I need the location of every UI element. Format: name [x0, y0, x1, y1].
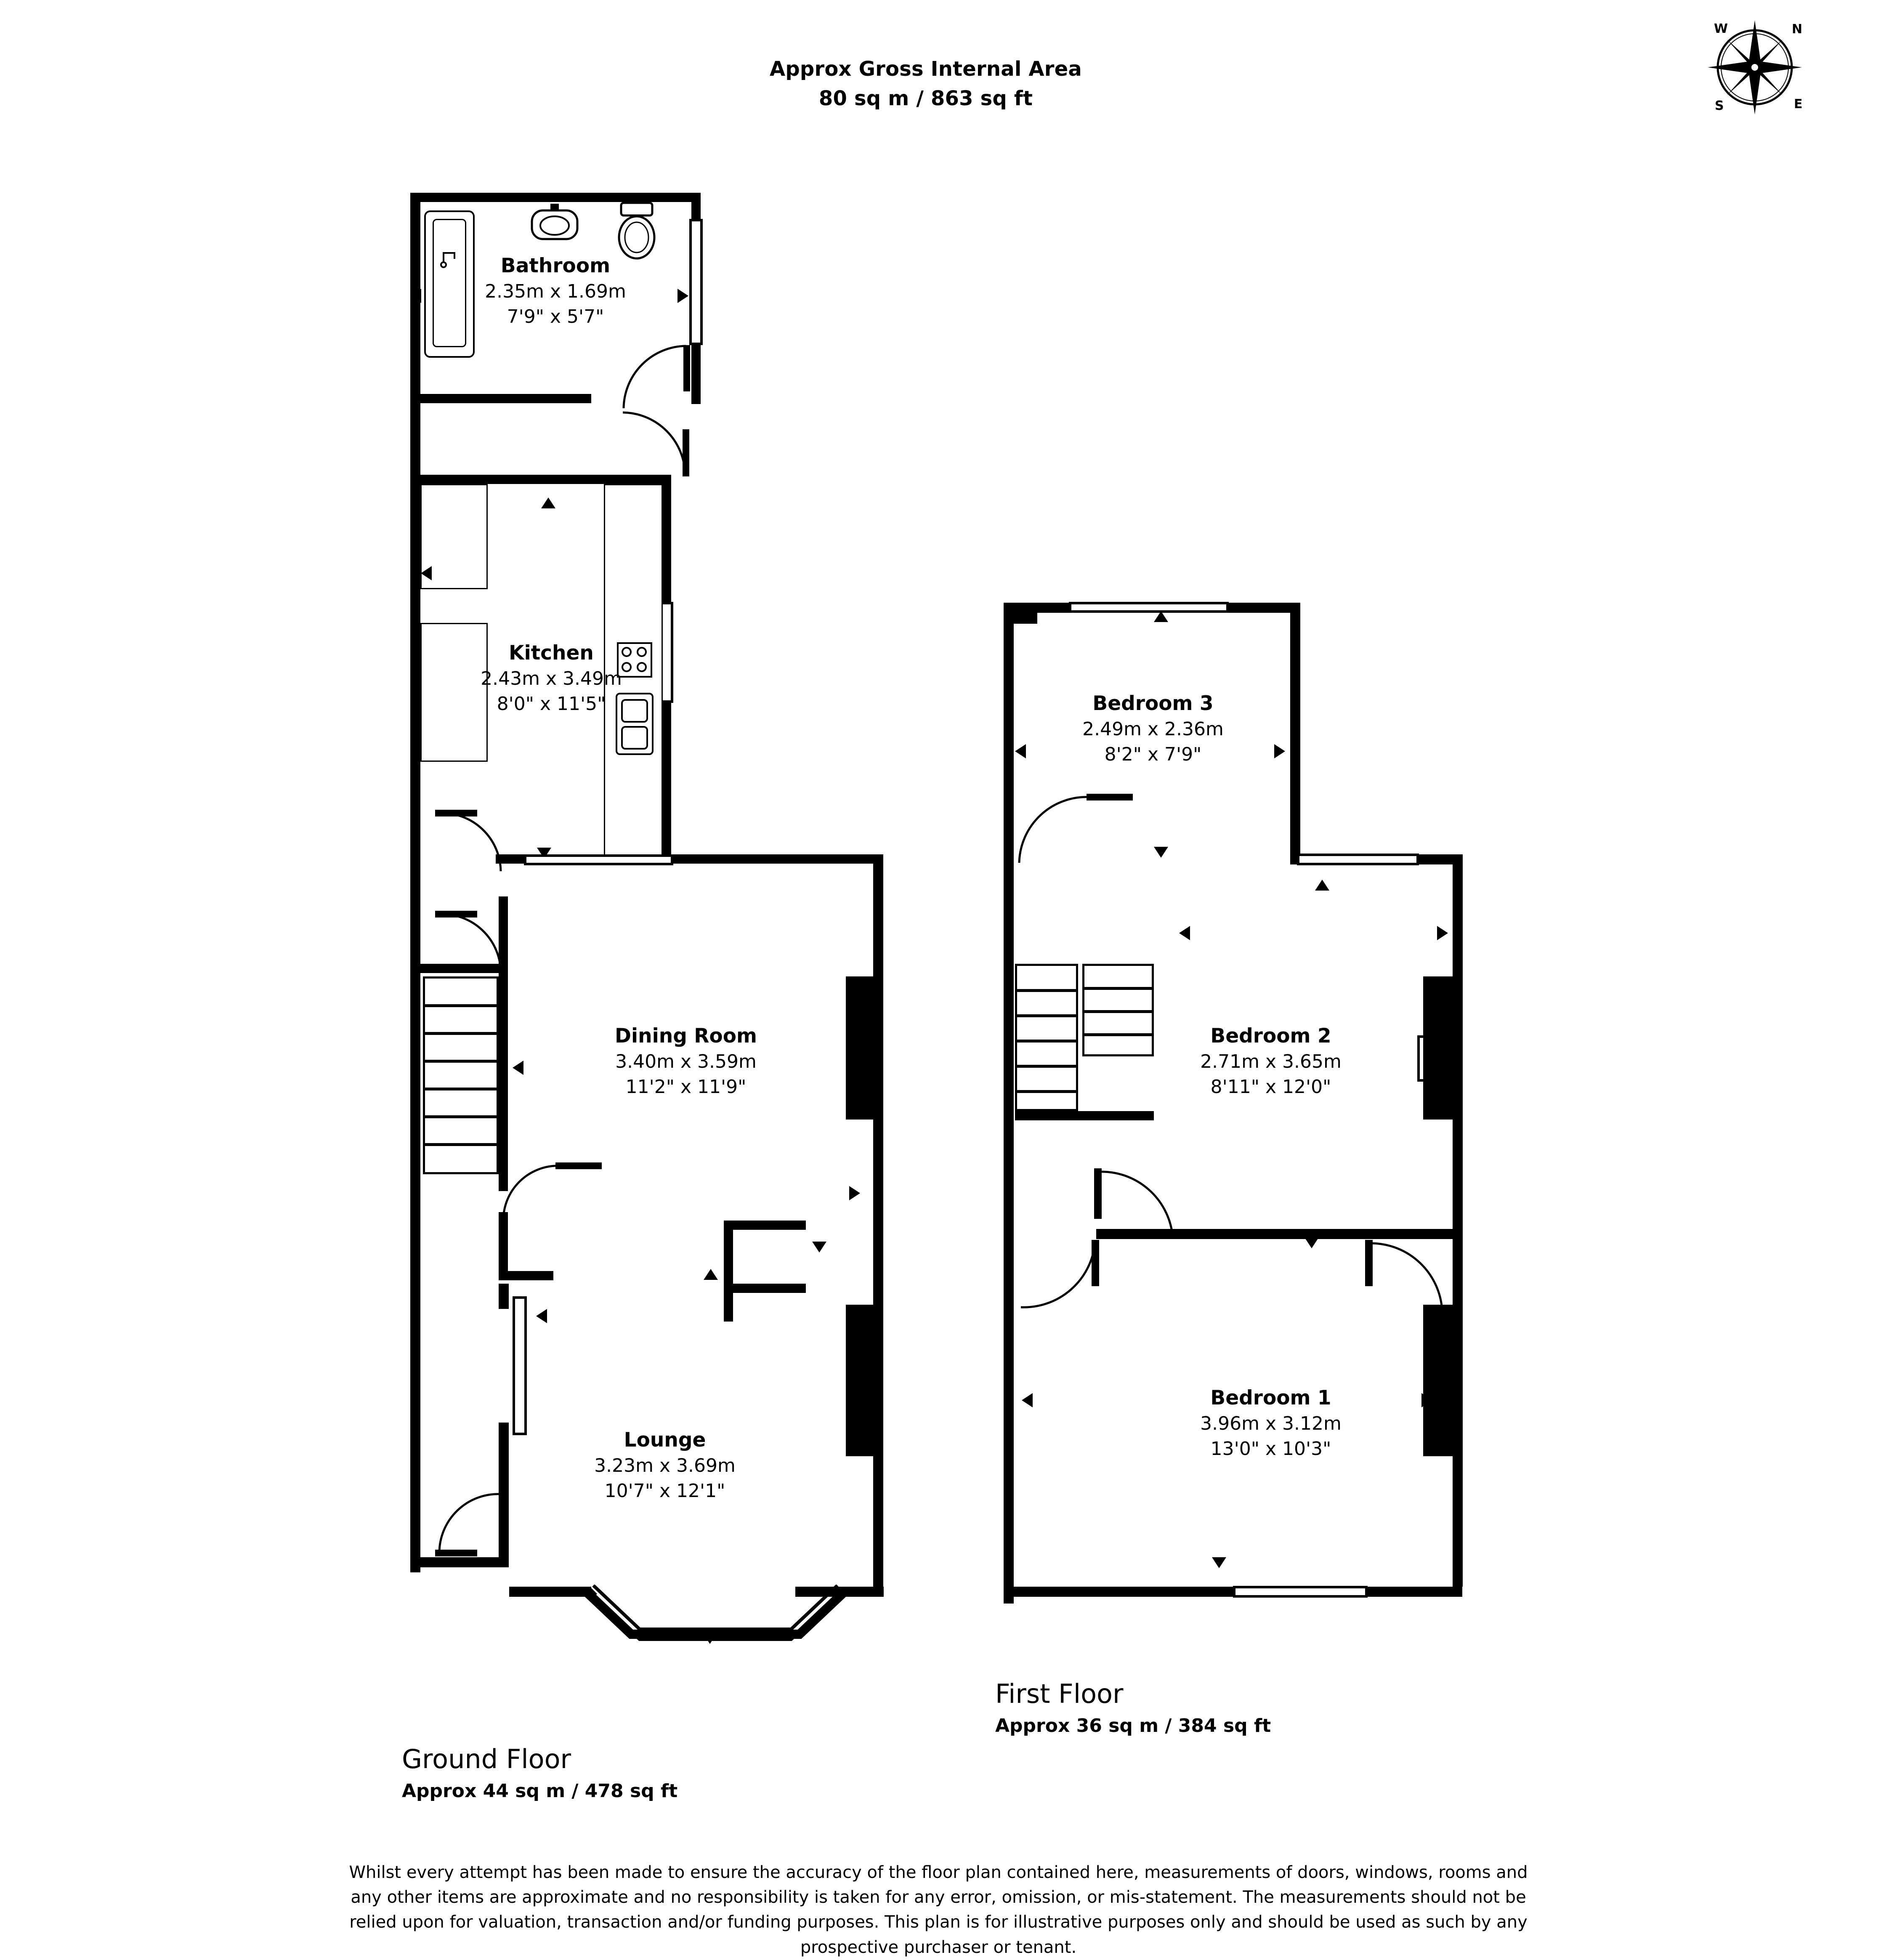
- room-dim-metric: 3.96m x 3.12m: [1200, 1413, 1342, 1435]
- room-name: Dining Room: [615, 1024, 757, 1048]
- dim-arrow-up: [1315, 880, 1329, 891]
- wall-ground-right-outer: [873, 854, 883, 1587]
- door-swing-bedroom-3: [1014, 791, 1098, 867]
- disclaimer-line-1: Whilst every attempt has been made to ensure the accuracy of the floor plan contained here, measurements of doors, windows, rooms and: [349, 1863, 1528, 1882]
- stair-tread: [423, 1115, 499, 1118]
- wall-stair-landing: [1015, 1111, 1154, 1120]
- stair-tread: [1015, 1014, 1078, 1017]
- door-swing-under-stairs: [429, 909, 509, 981]
- wall-first-right-outer: [1453, 854, 1463, 1587]
- room-dim-imperial: 10'7" x 12'1": [604, 1480, 725, 1502]
- window-bed2-rear: [1297, 854, 1419, 865]
- dim-arrow-left: [1179, 926, 1190, 940]
- room-dim-imperial: 13'0" x 10'3": [1210, 1438, 1331, 1460]
- wall-dining-top-right: [671, 854, 882, 864]
- room-dim-metric: 2.43m x 3.49m: [481, 668, 622, 690]
- compass-label-south: S: [1715, 98, 1724, 113]
- room-label-kitchen: [379, 640, 724, 716]
- wall-lounge-divider-right: [724, 1221, 733, 1322]
- room-name: Bedroom 3: [1092, 692, 1214, 715]
- wall-hall-bottom: [499, 1271, 553, 1280]
- header-line-1: Approx Gross Internal Area: [770, 57, 1082, 81]
- room-dim-imperial: 8'0" x 11'5": [497, 693, 606, 715]
- door-swing-kitchen-dining: [429, 808, 509, 880]
- compass-label-west: W: [1714, 21, 1728, 36]
- staircase-first: [1015, 964, 1154, 1111]
- room-label-lounge: [497, 1427, 833, 1503]
- compass-label-east: E: [1794, 97, 1803, 112]
- wall-lounge-divider-bottom: [732, 1284, 806, 1293]
- bay-window-lounge: [577, 1585, 909, 1660]
- wall-bathroom-bottom: [410, 394, 591, 403]
- wall-lounge-bottom-left: [410, 1557, 509, 1567]
- floor-name: First Floor: [995, 1678, 1124, 1709]
- disclaimer-text: [269, 1860, 1607, 1960]
- wall-chimney-breast-lounge: [846, 1305, 875, 1456]
- dim-arrow-right: [849, 1309, 860, 1323]
- stair-tread: [423, 1004, 499, 1007]
- dim-arrow-left: [410, 289, 421, 303]
- wall-bathroom-right-lower: [691, 345, 701, 404]
- wall-bathroom-top: [410, 193, 701, 202]
- floor-area: Approx 44 sq m / 478 sq ft: [402, 1780, 678, 1802]
- compass-label-north: N: [1792, 22, 1803, 37]
- dim-arrow-down: [1154, 847, 1168, 858]
- dim-arrow-left: [536, 1309, 547, 1323]
- dim-arrow-left: [1015, 744, 1026, 758]
- door-swing-bedroom-2: [1094, 1166, 1182, 1242]
- dim-arrow-right: [1274, 744, 1285, 758]
- gross-internal-area-header: [631, 55, 1220, 113]
- room-dim-imperial: 7'9" x 5'7": [507, 306, 604, 327]
- stair-tread: [1015, 1040, 1078, 1042]
- room-dim-metric: 3.40m x 3.59m: [615, 1051, 757, 1073]
- wall-kitchen-top: [410, 475, 671, 484]
- stair-tread: [423, 1088, 499, 1090]
- disclaimer-line-3: relied upon for valuation, transaction and/or funding purposes. This plan is for illustrative purposes only and should be used as such by any: [349, 1912, 1528, 1932]
- wall-lounge-divider-top: [732, 1221, 806, 1230]
- wall-kitchen-right-upper: [662, 475, 671, 605]
- room-name: Bathroom: [500, 254, 611, 277]
- ground-floor-caption: [402, 1742, 677, 1806]
- wall-ground-left-outer: [410, 394, 420, 1572]
- dim-arrow-left: [421, 566, 432, 580]
- stair-tread: [423, 1143, 499, 1146]
- dim-arrow-left: [513, 1061, 523, 1075]
- room-dim-imperial: 8'2" x 7'9": [1104, 743, 1202, 765]
- dim-arrow-down: [812, 1242, 826, 1253]
- radiator-bed2: [1417, 1035, 1426, 1082]
- floor-area: Approx 36 sq m / 384 sq ft: [995, 1715, 1271, 1737]
- door-swing-dining-hall: [501, 1162, 581, 1229]
- stair-tread: [1082, 1010, 1154, 1013]
- compass-rose: [1700, 13, 1809, 122]
- room-name: Bedroom 1: [1210, 1386, 1331, 1409]
- room-dim-metric: 2.71m x 3.65m: [1200, 1051, 1342, 1073]
- dim-arrow-up: [1154, 611, 1168, 622]
- dim-arrow-up: [541, 497, 555, 508]
- dim-arrow-down: [1212, 1557, 1226, 1568]
- door-swing-hall: [610, 404, 690, 480]
- door-swing-bathroom-landing: [1359, 1237, 1448, 1313]
- dim-arrow-up: [704, 1269, 718, 1280]
- dim-arrow-down: [703, 1633, 717, 1644]
- room-dim-imperial: 11'2" x 11'9": [625, 1076, 747, 1098]
- room-name: Bedroom 2: [1210, 1024, 1331, 1048]
- dim-arrow-down: [1304, 1237, 1319, 1248]
- wall-bathroom-right-upper: [691, 193, 701, 222]
- stair-tread: [1082, 987, 1154, 990]
- wall-kitchen-right-lower: [662, 699, 671, 863]
- dim-arrow-right: [1421, 1393, 1432, 1407]
- wall-lounge-left-upper: [499, 1284, 509, 1309]
- window-bed3-rear: [1069, 602, 1229, 613]
- stair-tread: [1082, 1033, 1154, 1036]
- floor-name: Ground Floor: [402, 1744, 571, 1774]
- door-swing-bedroom-1: [1015, 1237, 1103, 1313]
- stair-tread: [1015, 1090, 1078, 1093]
- wall-bed3-corner: [1004, 603, 1037, 624]
- room-label-bedroom-3: [980, 690, 1326, 767]
- dim-arrow-right: [1437, 926, 1448, 940]
- stair-tread: [423, 1060, 499, 1063]
- stair-tread: [423, 1032, 499, 1035]
- dim-arrow-right: [677, 289, 688, 303]
- room-label-bathroom: [387, 253, 724, 329]
- dim-arrow-right: [849, 1186, 860, 1200]
- header-line-2: 80 sq m / 863 sq ft: [818, 86, 1033, 110]
- room-name: Lounge: [624, 1428, 706, 1452]
- room-dim-metric: 3.23m x 3.69m: [594, 1455, 736, 1477]
- wash-basin-icon: [529, 201, 580, 247]
- room-dim-metric: 2.49m x 2.36m: [1082, 718, 1224, 740]
- window-dining-rear: [524, 854, 673, 865]
- dim-arrow-left: [1022, 1393, 1033, 1407]
- staircase-outline-left: [1015, 964, 1078, 1111]
- first-floor-caption: [995, 1677, 1271, 1741]
- wall-first-left-outer: [1004, 854, 1014, 1604]
- window-bed1-front: [1233, 1586, 1368, 1598]
- disclaimer-line-2: any other items are approximate and no responsibility is taken for any error, omission, or mis-statement. The measurements should not be: [351, 1888, 1526, 1907]
- room-dim-metric: 2.35m x 1.69m: [485, 281, 626, 303]
- stair-tread: [1015, 989, 1078, 992]
- disclaimer-line-4: prospective purchaser or tenant.: [800, 1937, 1077, 1957]
- staircase-ground: [423, 976, 499, 1174]
- stair-tread: [1015, 1065, 1078, 1068]
- room-dim-imperial: 8'11" x 12'0": [1210, 1076, 1331, 1098]
- room-label-dining-room: [518, 1023, 854, 1099]
- room-name: Kitchen: [509, 641, 594, 665]
- room-label-bedroom-1: [1098, 1385, 1443, 1461]
- window-lounge-side: [513, 1296, 527, 1435]
